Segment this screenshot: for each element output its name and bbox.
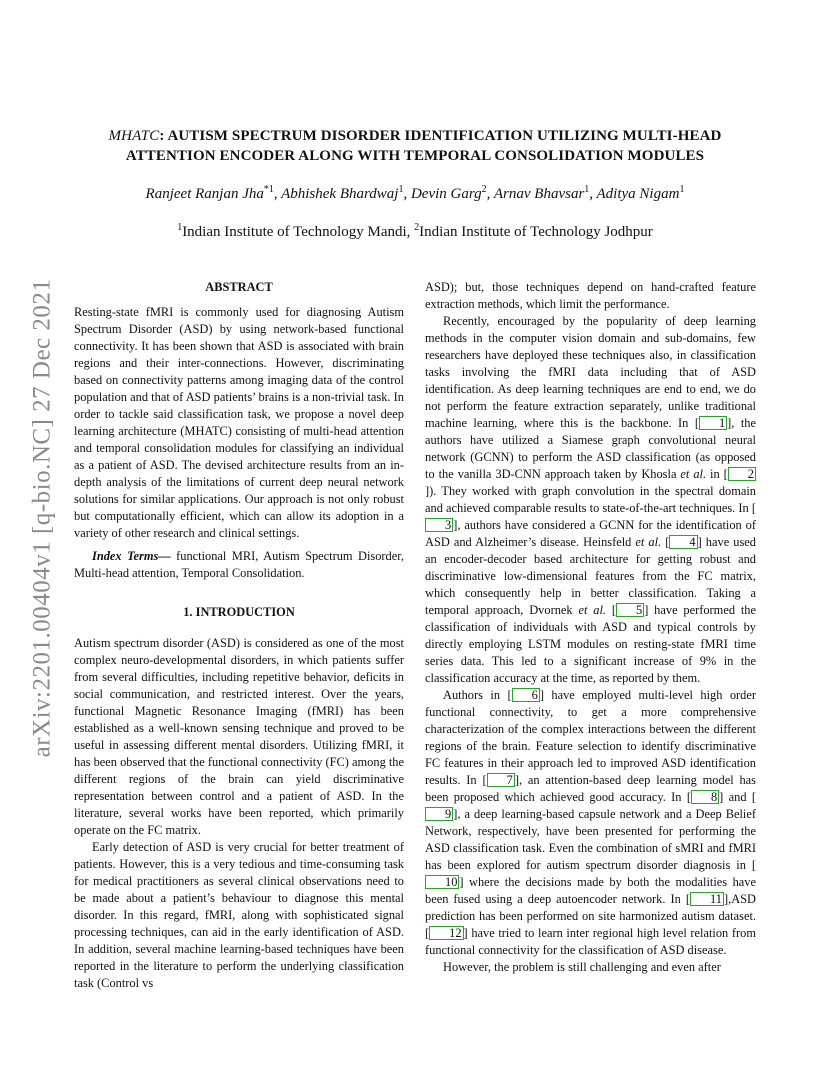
- abstract-text: Resting-state fMRI is commonly used for diagnosing Autism Spectrum Disorder (ASD) by using network-based functional connectivity. It has been shown that ASD is associated with brain regions and their inter-connections. However, discriminating based on connectivity patterns among imaging data of the control population and that of ASD patients’ brains is a non-trivial task. In order to tackle said classification task, we propose a novel deep learning architecture (MHATC) consisting of multi-head attention and temporal consolidation modules for classifying an individual as a patient of ASD. The devised architecture results from an in-depth analysis of the limitations of current deep neural network solutions for similar applications. Our approach is not only robust but computationally efficient, which can allow its adoption in a variety of other research and clinical settings.: [74, 305, 404, 540]
- arxiv-id: arXiv:2201.00404v1 [q-bio.NC] 27 Dec 2021: [28, 278, 56, 758]
- text-run: have performed the classification of individuals with ASD and typical controls by directly employing LSTM modules on resting-state fMRI time series data. This led to a significant increase of 9% in the classification accuracy at the time, as reported by them.: [425, 603, 756, 685]
- right-paragraph-1: Recently, encouraged by the popularity of deep learning methods in the computer vision domain and sub-domains, few researchers have deployed these techniques also, in classification tasks involving the fMRI data including that of ASD identification. As deep learning techniques are end to end, we do not perform the feature extraction separately, unlike traditional machine learning, where this is the backbone. In [ 1 ], the authors have utilized a Siamese graph convolutional neural network (GCNN) to perform the ASD classification (as opposed to the vanilla 3D-CNN approach taken by Khosla et al. in [ 2]). They worked with graph convolution in the spectral domain and achieved comparable results to state-of-the-art techniques. In [3 ], authors have considered a GCNN for the identification of ASD and Alzheimer’s disease. Heinsfeld et al. [ 4 ] have used an encoder-decoder based architecture for getting robust and discriminative low-dimensional features from the FC matrix, which consequently help in better classification. Taking a temporal approach, Dvornek et al. [ 5 ] have performed the classification of individuals with ASD and typical controls by directly employing LSTM modules on resting-state fMRI time series data. This led to a significant increase of 9% in the classification accuracy at the time, as reported by them.: [425, 314, 756, 685]
- index-terms: [74, 548, 404, 582]
- abstract-heading: ABSTRACT: [205, 280, 273, 294]
- title-line-1: : AUTISM SPECTRUM DISORDER IDENTIFICATION UTILIZING MULTI-HEAD: [159, 128, 722, 144]
- author-name: Ranjeet Ranjan Jha: [145, 186, 264, 202]
- et-al: et al.: [635, 535, 662, 549]
- affiliation-sup: 1: [177, 222, 183, 233]
- index-terms-label: Index Terms—: [92, 549, 171, 563]
- citation-link[interactable]: 11: [690, 892, 724, 906]
- index-terms-text: functional MRI, Autism Spectrum Disorder, Multi-head attention, Temporal Consolidation.: [74, 549, 404, 580]
- text-run: in: [706, 467, 724, 481]
- intro-paragraph-2: Early detection of ASD is very crucial for better treatment of patients. However, this is a very tedious and time-consuming task for medical practitioners as several clinical observations need to be made about a patient’s behaviour to diagnose this mental disorder. In this regard, fMRI, along with sophisticated signal processing techniques, can aid in the early identification of ASD. In addition, several machine learning-based techniques have been reported in the literature to perform the underlying classification task (Control vs: [74, 840, 404, 990]
- intro-paragraph-1: Autism spectrum disorder (ASD) is considered as one of the most complex neuro-developmental disorders, in which patients suffer from several difficulties, including repetitive behavior, deficits in social communication, and restricted interest. Over the years, functional Magnetic Resonance Imaging (fMRI) has been established as a well-known sensing technique and proved to be useful in assessing different mental disorders. Utilizing fMRI, it has been observed that the functional connectivity (FC) among the different regions of the brain can yield discriminative representation between control and a patient of ASD. In the literature, several works have been reported, which primarily operate on the FC matrix.: [74, 636, 404, 837]
- right-column: [425, 279, 756, 976]
- text-run: , authors have considered a GCNN for the identification of ASD and Alzheimer’s disease. Heinsfeld: [425, 518, 756, 549]
- text-run: have tried to learn inter regional high level relation from functional connectivity for the classification of ASD disease.: [425, 926, 756, 957]
- affiliations: [60, 224, 770, 241]
- affiliation-sup: 2: [414, 222, 420, 233]
- text-run: , an attention-based deep learning model has been proposed which achieved good accuracy. In: [425, 773, 756, 804]
- text-run: where the decisions made by both the modalities have been fused using a deep autoencoder network. In: [425, 875, 756, 906]
- citation-link[interactable]: 10: [425, 875, 459, 889]
- citation-link[interactable]: 9: [425, 807, 453, 821]
- author-name: Devin Garg: [410, 186, 482, 202]
- right-paragraph-0: ASD); but, those techniques depend on hand-crafted feature extraction methods, which limit the performance.: [425, 280, 756, 311]
- author-sup: 1: [398, 184, 404, 195]
- author-sup: *1: [263, 184, 274, 195]
- text-run: have used an encoder-decoder based architecture for getting robust and discriminative low-dimensional features from the FC matrix, which consequently help in better classification. Taking a temporal approach, Dvornek: [425, 535, 756, 617]
- citation-link[interactable]: 3: [425, 518, 453, 532]
- affiliation-name: Indian Institute of Technology Jodhpur: [419, 224, 653, 240]
- author-sup: 1: [584, 184, 590, 195]
- intro-heading: 1. INTRODUCTION: [183, 605, 295, 619]
- text-run: Recently, encouraged by the popularity of deep learning methods in the computer vision domain and sub-domains, few researchers have deployed these techniques also, in classification tasks involving the fMRI data including that of ASD identification. As deep learning techniques are end to end, we do not perform the feature extraction separately, unlike traditional machine learning, where this is the backbone. In: [425, 314, 756, 430]
- affiliation-name: Indian Institute of Technology Mandi,: [182, 224, 411, 240]
- citation-link[interactable]: 4: [669, 535, 697, 549]
- right-paragraph-2: Authors in [ 6 ] have employed multi-level high order functional connectivity, to get a more comprehensive characterization of the complex interactions between the different regions of the brain. Feature selection to identify discriminative FC features in their approach led to improved ASD identification results. In [ 7 ], an attention-based deep learning model has been proposed which achieved good accuracy. In [ 8 ] and [9 ], a deep learning-based capsule network and a Deep Belief Network, respectively, have been presented for performing the ASD classification task. Even the combination of sMRI and fMRI has been explored for autism spectrum disorder diagnosis in [10 ] where the decisions made by both the modalities have been fused using a deep autoencoder network. In [ 11 ],ASD prediction has been performed on site harmonized autism dataset. [ 12 ] have tried to learn inter regional high level relation from functional connectivity for the classification of ASD disease.: [425, 688, 756, 957]
- author-list: Ranjeet Ranjan Jha$^{*1}$, Abhishek Bhardwaj$^1$, Devin Garg$^2$, Arnav Bhavsar$^1$, Aditya Nigam$^1$: [145, 184, 685, 202]
- text-run: [661, 535, 665, 549]
- arxiv-sidebar-stamp: [22, 268, 62, 768]
- text-run: and: [723, 790, 752, 804]
- author-sup: 1: [679, 184, 685, 195]
- author-sup: 2: [481, 184, 487, 195]
- author-name: Abhishek Bhardwaj: [281, 186, 399, 202]
- right-paragraph-3: However, the problem is still challenging and even after: [443, 960, 721, 974]
- title-acronym: MHATC: [108, 128, 160, 144]
- author-name: Arnav Bhavsar: [493, 186, 585, 202]
- citation-link[interactable]: 12: [429, 926, 463, 940]
- citation-link[interactable]: 8: [691, 790, 719, 804]
- paper-title: [80, 126, 750, 166]
- text-run: [606, 603, 612, 617]
- citation-link[interactable]: 6: [512, 688, 540, 702]
- left-column: [74, 279, 404, 992]
- citation-link[interactable]: 1: [699, 416, 727, 430]
- text-run: ,ASD prediction has been performed on site harmonized autism dataset.: [425, 892, 756, 923]
- text-run: Authors in: [443, 688, 508, 702]
- citation-link[interactable]: 7: [487, 773, 515, 787]
- citation-link[interactable]: 5: [616, 603, 644, 617]
- title-line-2: ATTENTION ENCODER ALONG WITH TEMPORAL CONSOLIDATION MODULES: [125, 148, 705, 164]
- et-al: et al.: [578, 603, 606, 617]
- author-name: Aditya Nigam: [596, 186, 680, 202]
- citation-link[interactable]: 2: [728, 467, 756, 481]
- text-run: , a deep learning-based capsule network and a Deep Belief Network, respectively, have been presented for performing the ASD classification task. Even the combination of sMRI and fMRI has been explored for autism spectrum disorder diagnosis in: [425, 807, 756, 872]
- text-run: , the authors have utilized a Siamese graph convolutional neural network (GCNN) to perform the ASD classification (as opposed to the vanilla 3D-CNN approach taken by Khosla: [425, 416, 756, 481]
- text-run: ). They worked with graph convolution in the spectral domain and achieved comparable results to state-of-the-art techniques. In: [425, 484, 756, 515]
- text-run: have employed multi-level high order functional connectivity, to get a more comprehensive characterization of the complex interactions between the different regions of the brain. Feature selection to identify discriminative FC features in their approach led to improved ASD identification results. In: [425, 688, 756, 787]
- et-al: et al.: [680, 467, 707, 481]
